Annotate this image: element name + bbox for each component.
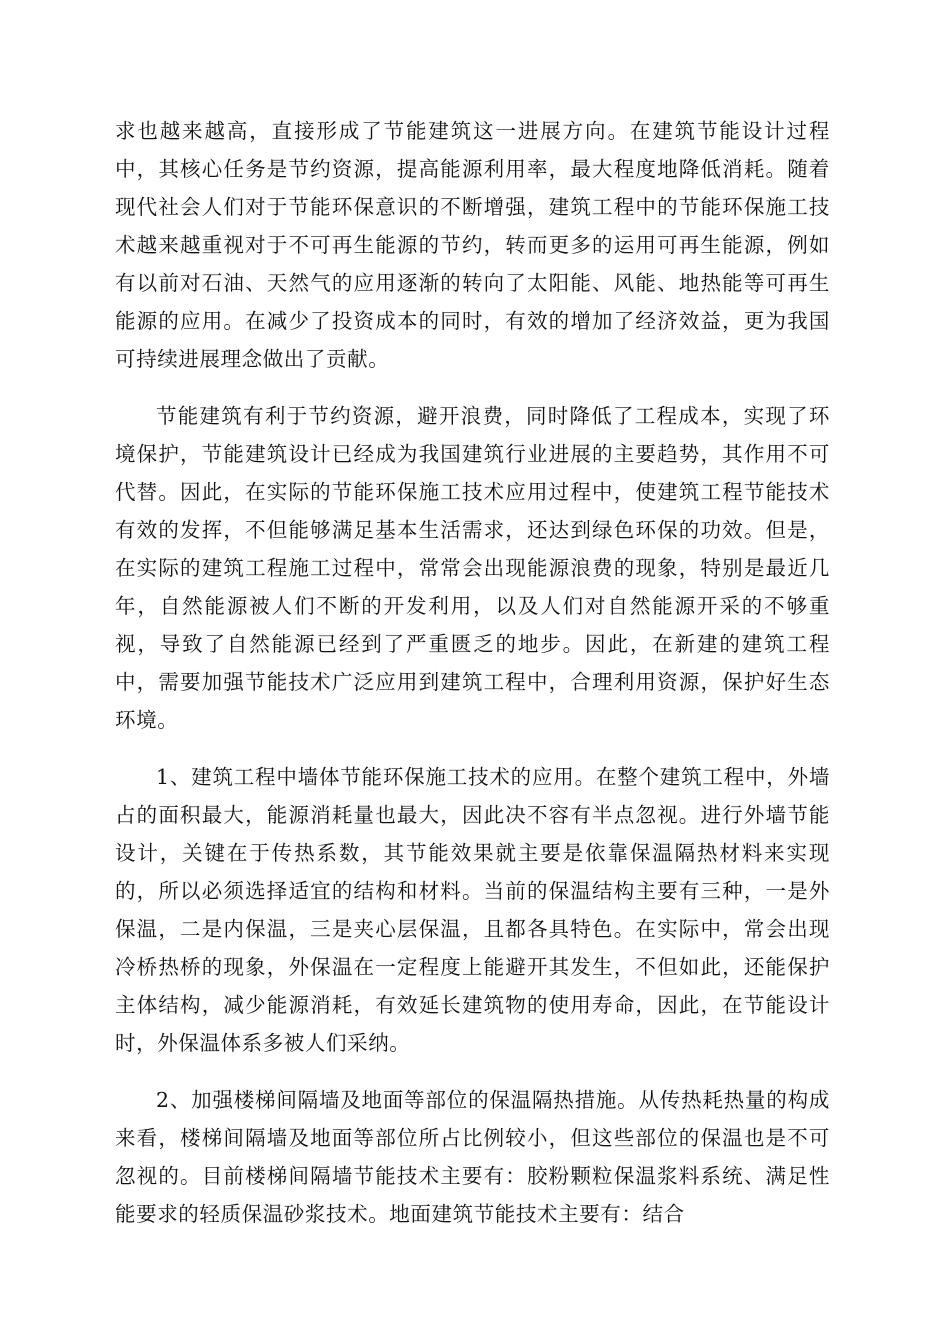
paragraph-4: 2、加强楼梯间隔墙及地面等部位的保温隔热措施。从传热耗热量的构成来看，楼梯间隔墙及地面等部位所占比例较小，但这些部位的保温也是不可忽视的。目前楼梯间隔墙节能技术主要有：胶粉颗粒保温浆料系统、满足性能要求的轻质保温砂浆技术。地面建筑节能技术主要有：结合 [115,1088,830,1226]
document-body [115,112,830,1252]
paragraph-2: 节能建筑有利于节约资源，避开浪费，同时降低了工程成本，实现了环境保护，节能建筑设计已经成为我国建筑行业进展的主要趋势，其作用不可代替。因此，在实际的节能环保施工技术应用过程中，使建筑工程节能技术有效的发挥，不但能够满足基本生活需求，还达到绿色环保的功效。但是，在实际的建筑工程施工过程中，常常会出现能源浪费的现象，特别是最近几年，自然能源被人们不断的开发利用，以及人们对自然能源开采的不够重视，导致了自然能源已经到了严重匮乏的地步。因此，在新建的建筑工程中，需要加强节能技术广泛应用到建筑工程中，合理利用资源，保护好生态环境。 [115,404,830,732]
paragraph-3: 1、建筑工程中墙体节能环保施工技术的应用。在整个建筑工程中，外墙占的面积最大，能源消耗量也最大，因此决不容有半点忽视。进行外墙节能设计，关键在于传热系数，其节能效果就主要是依靠保温隔热材料来实现的，所以必须选择适宜的结构和材料。当前的保温结构主要有三种，一是外保温，二是内保温，三是夹心层保温，且都各具特色。在实际中，常会出现冷桥热桥的现象，外保温在一定程度上能避开其发生，不但如此，还能保护主体结构，减少能源消耗，有效延长建筑物的使用寿命，因此，在节能设计时，外保温体系多被人们采纳。 [115,765,830,1055]
paragraph-1: 求也越来越高，直接形成了节能建筑这一进展方向。在建筑节能设计过程中，其核心任务是节约资源，提高能源利用率，最大程度地降低消耗。随着现代社会人们对于节能环保意识的不断增强，建筑工程中的节能环保施工技术越来越重视对于不可再生能源的节约，转而更多的运用可再生能源，例如有以前对石油、天然气的应用逐渐的转向了太阳能、风能、地热能等可再生能源的应用。在减少了投资成本的同时，有效的增加了经济效益，更为我国可持续进展理念做出了贡献。 [115,119,830,371]
